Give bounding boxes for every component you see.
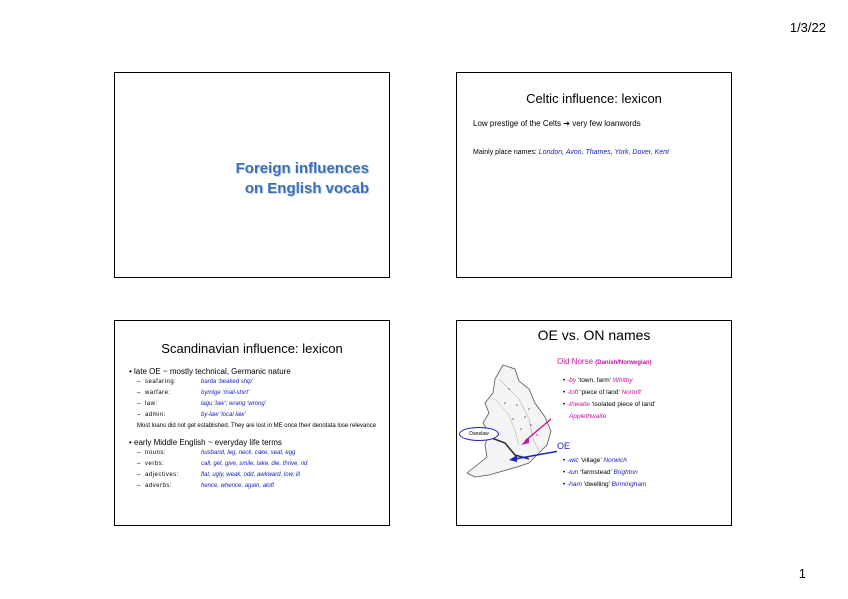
note-text: Most loans did not get established. They are lost in ME once their denotata lose relevance <box>137 423 377 429</box>
oe-heading: OE <box>557 441 571 451</box>
list-item: – adjectives: flat, ugly, weak, odd, awkward, low, ill <box>137 472 300 478</box>
slide-title: OE vs. ON names <box>537 327 651 343</box>
list-item: • -by ‘town, farm’ Whitby <box>563 375 656 387</box>
list-rows <box>129 449 381 491</box>
england-map-image <box>459 359 557 487</box>
list-item: • -toft ‘piece of land’ Nortoft <box>563 387 656 399</box>
on-heading: Old Norse (Danish/Norwegian) <box>557 357 652 366</box>
list-item: – nouns: husband, leg, neck, cake, seat, egg <box>137 450 296 456</box>
slide-title <box>114 72 390 278</box>
list-item: – verbs: call, get, give, smile, take, die, thrive, rid <box>137 461 308 467</box>
list-item: • -ham ‘dwelling’ Birmingham <box>563 479 646 491</box>
list-item: – adverbs: hence, whence, again, aloft <box>137 483 275 489</box>
list-item: • -thwaite ‘isolated piece of land’ Applethwaite <box>563 399 656 423</box>
oe-list <box>563 455 646 491</box>
map-label: Danelaw <box>459 427 499 441</box>
slide-celtic <box>456 72 732 278</box>
list-item: • -wic ‘village’ Norwich <box>563 455 646 467</box>
list-item: • -tun ‘farmstead’ Brighton <box>563 467 646 479</box>
list-item: – law: lagu ‘law’; wrang ‘wrong’ <box>137 401 267 407</box>
list-item: – seafaring: barda ‘beaked ship’ <box>137 379 254 385</box>
page-number: 1 <box>798 566 806 581</box>
slide-line: Mainly place names: London, Avon, Thames, York, Dover, Kent <box>473 149 669 156</box>
bullet: • early Middle English ~ everyday life terms <box>129 438 381 447</box>
list-item: – admin: by-law ‘local law’ <box>137 412 246 418</box>
list-item: – warfare: byrnige ‘mail-shirt’ <box>137 390 250 396</box>
slide-main-title: Foreign influences on English vocab <box>235 160 369 197</box>
slide-scandinavian <box>114 320 390 526</box>
on-list <box>563 375 656 423</box>
list-rows <box>129 378 381 420</box>
bullet: • late OE ~ mostly technical, Germanic nature <box>129 367 381 376</box>
slide-title: Celtic influence: lexicon <box>526 91 662 106</box>
arrow-icon: ➔ <box>563 119 570 128</box>
slide-names <box>456 320 732 526</box>
slide-line: Low prestige of the Celts ➔ very few loanwords <box>473 119 641 128</box>
header-date: 1/3/22 <box>789 20 826 35</box>
slide-title: Scandinavian influence: lexicon <box>161 341 343 356</box>
